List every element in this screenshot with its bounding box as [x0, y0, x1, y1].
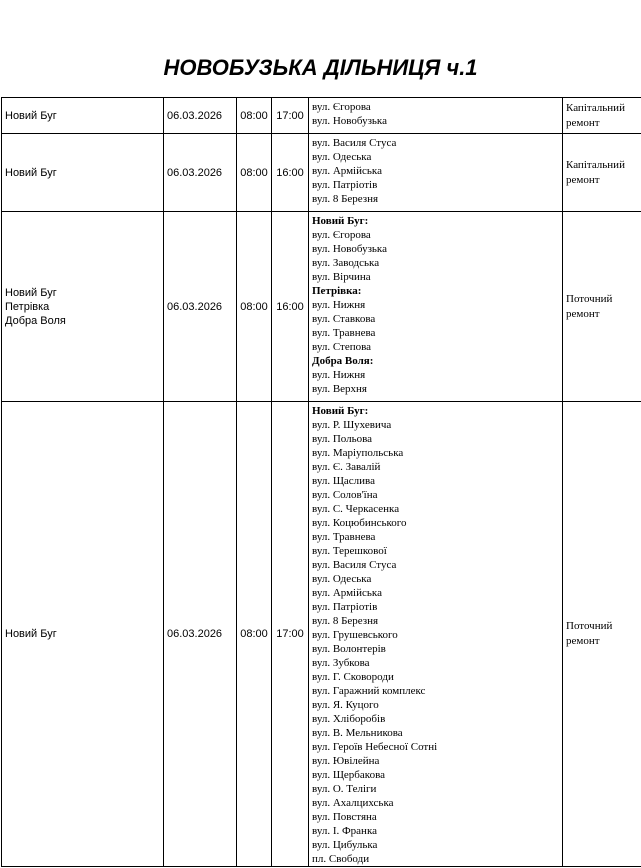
street-name: вул. 8 Березня: [312, 615, 379, 627]
work-type-text: ремонт: [566, 173, 600, 186]
outage-schedule-table: [1, 97, 641, 867]
street-name: вул. Цибулька: [312, 839, 378, 851]
streets-cell: [309, 98, 563, 134]
locality-cell: [2, 98, 164, 134]
work-type-cell: [563, 402, 641, 867]
locality-cell: [2, 212, 164, 402]
locality-cell: [2, 134, 164, 212]
street-name: вул. Я. Куцого: [312, 699, 379, 711]
street-name: вул. Р. Шухевича: [312, 419, 392, 431]
street-name: вул. Вірчина: [312, 271, 371, 283]
street-name: вул. Патріотів: [312, 179, 378, 191]
work-type-cell: [563, 98, 641, 134]
street-name: вул. Армійська: [312, 587, 382, 599]
street-name: вул. Новобузька: [312, 115, 387, 127]
street-name: вул. В. Мельникова: [312, 727, 403, 739]
street-name: вул. Одеська: [312, 151, 372, 163]
street-name: вул. Є. Завалій: [312, 461, 381, 473]
street-name: вул. Василя Стуса: [312, 559, 397, 571]
street-name: вул. Одеська: [312, 573, 372, 585]
street-name: вул. Зубкова: [312, 657, 370, 669]
street-name: вул. Травнева: [312, 531, 376, 543]
locality-name: Новий Буг: [5, 109, 57, 122]
street-name: вул. Нижня: [312, 369, 366, 381]
locality-name: Новий Буг: [5, 166, 57, 179]
end-time-cell: 16:00: [272, 134, 309, 212]
work-type-text: Поточний: [566, 620, 613, 632]
street-name: вул. Солов'їна: [312, 489, 378, 501]
street-name: вул. Патріотів: [312, 601, 378, 613]
street-name: вул. Героїв Небесної Сотні: [312, 741, 438, 753]
settlement-heading: Новий Буг:: [312, 405, 369, 417]
streets-cell: [309, 212, 563, 402]
street-name: вул. Щербакова: [312, 769, 385, 781]
street-name: вул. Щаслива: [312, 475, 375, 487]
settlement-heading: Добра Воля:: [312, 355, 374, 367]
street-name: вул. Коцюбинського: [312, 517, 407, 529]
work-type-cell: [563, 212, 641, 402]
street-name: вул. Єгорова: [312, 101, 371, 113]
locality-cell: [2, 402, 164, 867]
street-name: вул. Гаражний комплекс: [312, 685, 426, 697]
table-row: [2, 212, 641, 402]
date-cell: 06.03.2026: [164, 98, 237, 134]
street-name: вул. Ставкова: [312, 313, 376, 325]
street-name: вул. Грушевського: [312, 629, 398, 641]
street-name: вул. Заводська: [312, 257, 380, 269]
settlement-heading: Петрівка:: [312, 285, 362, 297]
street-name: вул. Волонтерів: [312, 643, 386, 655]
street-name: вул. Травнева: [312, 327, 376, 339]
street-name: вул. Ювілейна: [312, 755, 380, 767]
street-name: вул. О. Телiги: [312, 783, 377, 795]
street-name: вул. І. Франка: [312, 825, 378, 837]
street-name: вул. Новобузька: [312, 243, 387, 255]
start-time-cell: 08:00: [237, 134, 272, 212]
street-name: вул. Хліборобів: [312, 713, 386, 725]
end-time-cell: 17:00: [272, 98, 309, 134]
locality-name: Петрівка: [5, 300, 50, 313]
locality-name: Новий Буг: [5, 628, 57, 640]
table-row: [2, 134, 641, 212]
street-name: вул. Верхня: [312, 383, 367, 395]
street-name: вул. Терешкової: [312, 545, 387, 557]
street-name: вул. Маріупольська: [312, 447, 404, 459]
street-name: вул. Армійська: [312, 165, 382, 177]
work-type-text: Капітальний: [566, 101, 625, 114]
table-row: [2, 402, 641, 867]
work-type-text: Поточний: [566, 292, 613, 305]
street-name: вул. Ахалцихська: [312, 797, 394, 809]
street-name: вул. С. Черкасенка: [312, 503, 400, 515]
work-type-text: ремонт: [566, 307, 600, 320]
locality-name: Новий Буг: [5, 286, 57, 299]
start-time-cell: 08:00: [237, 402, 272, 867]
streets-cell: [309, 402, 563, 867]
street-name: вул. Єгорова: [312, 229, 371, 241]
settlement-heading: Новий Буг:: [312, 215, 369, 227]
end-time-cell: 17:00: [272, 402, 309, 867]
work-type-text: ремонт: [566, 116, 600, 129]
table-row: [2, 98, 641, 134]
date-cell: 06.03.2026: [164, 212, 237, 402]
street-name: вул. Повстяна: [312, 811, 377, 823]
streets-cell: [309, 134, 563, 212]
street-name: вул. Нижня: [312, 299, 366, 311]
start-time-cell: 08:00: [237, 212, 272, 402]
date-cell: 06.03.2026: [164, 402, 237, 867]
street-name: вул. Г. Сковороди: [312, 671, 394, 683]
page-title: НОВОБУЗЬКА ДІЛЬНИЦЯ ч.1: [163, 55, 478, 80]
work-type-cell: [563, 134, 641, 212]
street-name: пл. Свободи: [312, 853, 370, 865]
street-name: вул. Польова: [312, 433, 373, 445]
end-time-cell: 16:00: [272, 212, 309, 402]
work-type-text: ремонт: [566, 635, 600, 647]
street-name: вул. Степова: [312, 341, 372, 353]
start-time-cell: 08:00: [237, 98, 272, 134]
work-type-text: Капітальний: [566, 158, 625, 171]
locality-name: Добра Воля: [5, 314, 66, 327]
date-cell: 06.03.2026: [164, 134, 237, 212]
street-name: вул. Василя Стуса: [312, 137, 397, 149]
street-name: вул. 8 Березня: [312, 193, 379, 205]
